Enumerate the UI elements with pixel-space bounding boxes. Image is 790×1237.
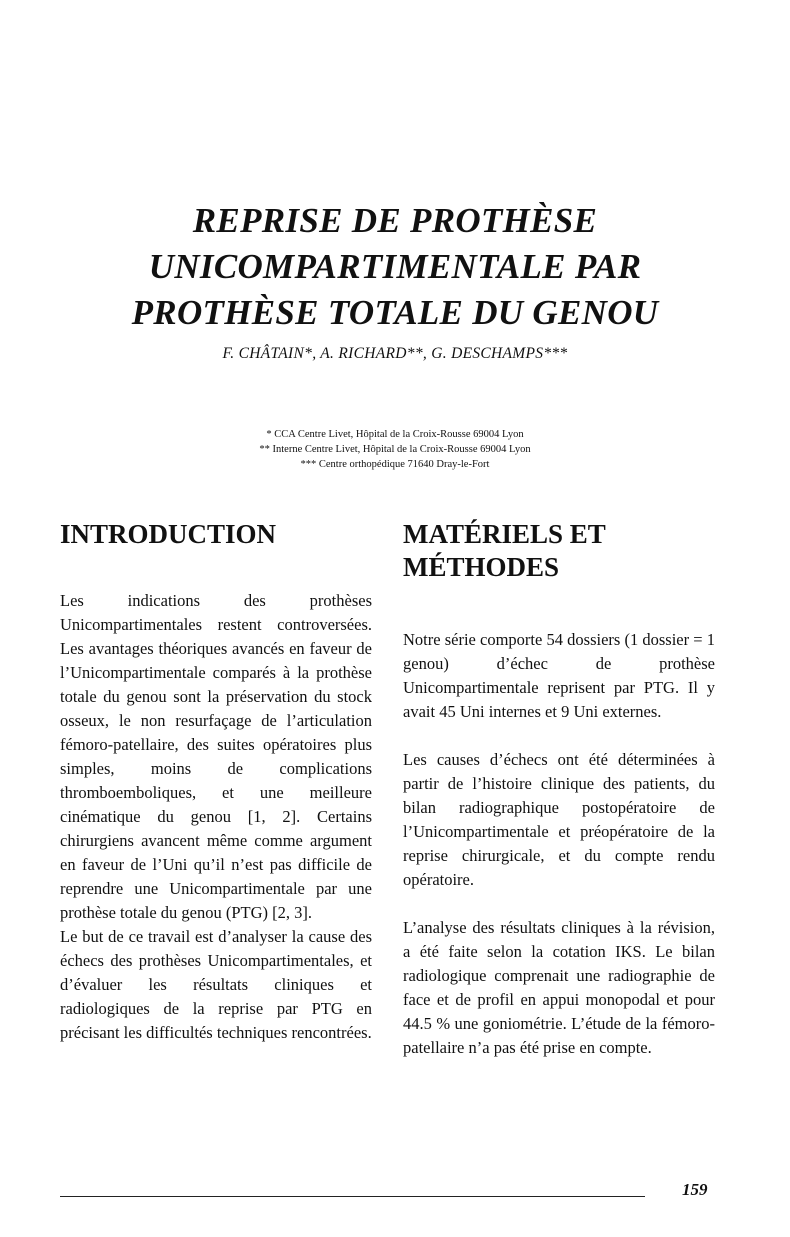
affiliation-2: ** Interne Centre Livet, Hôpital de la Croix-Rousse 69004 Lyon — [259, 444, 531, 455]
methods-paragraph-3: L’analyse des résultats cliniques à la révision, a été faite selon la cotation IKS. Le bilan radiologique comprenait une radiographie de face et de profil en appui monopodal et pour 44.5 % une goniométrie. L’étude de la fémoro-patellaire n’a pas été prise en compte. — [403, 918, 715, 1057]
methods-paragraph-2: Les causes d’échecs ont été déterminées à partir de l’histoire clinique des patients, du bilan radiographique postopératoire de l’Unicompartimentale et préopératoire de la reprise chirurgicale, et du compte rendu opératoire. — [403, 750, 715, 889]
footer-rule — [60, 1196, 645, 1197]
right-column — [403, 518, 715, 1060]
methods-heading-line-1: MATÉRIELS ET — [403, 519, 606, 549]
title-line-1: REPRISE DE PROTHÈSE — [192, 201, 598, 240]
introduction-paragraph-2: Le but de ce travail est d’analyser la cause des échecs des prothèses Unicompartimentales, et d’évaluer les résultats cliniques et radiologiques de la reprise par PTG en précisant les difficultés techniques rencontrées. — [60, 927, 372, 1042]
article-title — [60, 198, 730, 336]
left-column — [60, 518, 372, 1045]
title-line-3: PROTHÈSE TOTALE DU GENOU — [131, 293, 659, 332]
methods-heading — [403, 518, 715, 584]
methods-paragraph-1: Notre série comporte 54 dossiers (1 dossier = 1 genou) d’échec de prothèse Unicompartimentale reprisent par PTG. Il y avait 45 Uni internes et 9 Uni externes. — [403, 630, 715, 721]
affiliation-1: * CCA Centre Livet, Hôpital de la Croix-Rousse 69004 Lyon — [266, 429, 524, 440]
authors: F. CHÂTAIN*, A. RICHARD**, G. DESCHAMPS*** — [222, 345, 568, 362]
page-number: 159 — [682, 1180, 708, 1199]
methods-heading-line-2: MÉTHODES — [403, 552, 560, 582]
affiliation-3: *** Centre orthopédique 71640 Dray-le-Fort — [300, 459, 490, 470]
affiliations — [150, 427, 640, 472]
introduction-paragraph-1: Les indications des prothèses Unicompartimentales restent controversées. Les avantages théoriques avancés en faveur de l’Unicompartimentale comparés à la prothèse totale du genou sont la préservation du stock osseux, le non resurfaçage de l’articulation fémoro-patellaire, des suites opératoires plus simples, moins de complications thromboemboliques, et une meilleure cinématique du genou [1, 2]. Certains chirurgiens avancent même comme argument en faveur de l’Uni qu’il n’est pas difficile de reprendre une Unicompartimentale par une prothèse totale du genou (PTG) [2, 3]. — [60, 591, 372, 922]
introduction-heading: INTRODUCTION — [60, 519, 277, 549]
title-line-2: UNICOMPARTIMENTALE PAR — [148, 247, 642, 286]
